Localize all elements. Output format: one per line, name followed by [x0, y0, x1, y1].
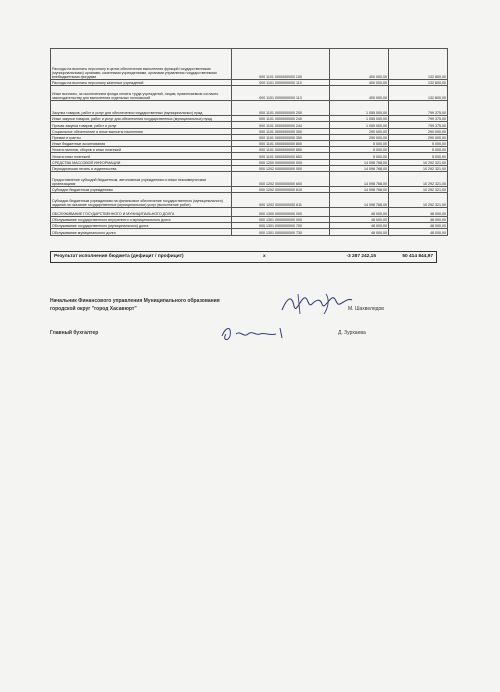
cell-fact: 5 000,00: [389, 147, 448, 153]
cell-name: Предоставление субсидий бюджетным, автономным учреждениям и иным некоммерческим организациям: [51, 171, 232, 186]
cell-name: Расходы на выплаты персоналу в целях обеспечения выполнения функций государственными (муниципальными) органами, казенными учреждениями, органами управления государственными внебюджетными фондами: [51, 49, 232, 80]
cell-name: Обслуживание государственного (муниципального) долга: [51, 223, 232, 229]
cell-name: Обслуживание государственного внутреннего и муниципального долга: [51, 217, 232, 223]
budget-expenses-table: [50, 48, 448, 236]
cell-code: 000 1301 0000000000 700: [232, 223, 330, 229]
table-row: [51, 171, 448, 186]
result-label: Результат исполнения бюджета (дефицит / профицит): [54, 254, 184, 259]
cell-code: 000 1101 0000000000 853: [232, 153, 330, 159]
cell-plan: 5 000,00: [330, 153, 389, 159]
table-row: [51, 229, 448, 235]
cell-code: 000 1301 0000000000 730: [232, 229, 330, 235]
cell-code: 000 1202 0000000000 000: [232, 165, 330, 171]
cell-code: 000 1202 0000000000 611: [232, 193, 330, 208]
cell-plan: 14 098 768,00: [330, 193, 389, 208]
cell-fact: 48 000,00: [389, 223, 448, 229]
cell-code: 000 1101 0000000000 800: [232, 140, 330, 146]
cell-fact: 10 292 321,00: [389, 165, 448, 171]
cell-name: Субсидии бюджетным учреждениям на финансовое обеспечение государственного (муниципального) задания на оказание государственных (муниципальных) услуг (выполнение работ): [51, 193, 232, 208]
cell-plan: 290 000,00: [330, 134, 389, 140]
cell-fact: 10 292 321,00: [389, 193, 448, 208]
cell-plan: 400 000,00: [330, 49, 389, 80]
cell-fact: 132 800,00: [389, 80, 448, 86]
cell-name: Субсидии бюджетным учреждениям: [51, 186, 232, 192]
cell-plan: 14 098 768,00: [330, 171, 389, 186]
cell-name: Иные закупки товаров, работ и услуг для обеспечения государственных (муниципальных) нужд: [51, 116, 232, 122]
cell-plan: 48 000,00: [330, 217, 389, 223]
cell-name: Иные выплаты, за исключением фонда оплаты труда учреждений, лицам, привлекаемым согласно законодательству для выполнения отдельных полномочий: [51, 86, 232, 101]
cell-plan: 290 000,00: [330, 128, 389, 134]
cell-code: 000 1101 0000000000 244: [232, 122, 330, 128]
accountant-title: Главный бухгалтер: [50, 330, 99, 336]
cell-name: Уплата налогов, сборов и иных платежей: [51, 147, 232, 153]
cell-code: 000 1101 0000000000 113: [232, 86, 330, 101]
cell-code: 000 1202 0000000000 610: [232, 186, 330, 192]
cell-fact: 132 800,00: [389, 49, 448, 80]
cell-code: 000 1101 0000000000 350: [232, 134, 330, 140]
cell-name: Расходы на выплаты персоналу казенных учреждений: [51, 80, 232, 86]
cell-code: 000 1101 0000000000 240: [232, 116, 330, 122]
accountant-signature: [218, 322, 296, 344]
cell-plan: 1 055 000,00: [330, 116, 389, 122]
cell-code: 000 1202 0000000000 600: [232, 171, 330, 186]
cell-fact: 132 800,00: [389, 86, 448, 101]
cell-code: 000 1101 0000000000 100: [232, 49, 330, 80]
cell-plan: 1 055 000,00: [330, 101, 389, 116]
cell-code: 000 1301 0000000000 000: [232, 217, 330, 223]
cell-fact: 10 292 321,00: [389, 171, 448, 186]
cell-plan: 14 098 768,00: [330, 159, 389, 165]
cell-plan: 48 000,00: [330, 229, 389, 235]
cell-fact: 10 292 321,00: [389, 186, 448, 192]
cell-name: Уплата иных платежей: [51, 153, 232, 159]
cell-fact: 799 375,00: [389, 122, 448, 128]
cell-code: 000 1101 0000000000 300: [232, 128, 330, 134]
cell-fact: 799 375,00: [389, 116, 448, 122]
cell-plan: 5 000,00: [330, 147, 389, 153]
cell-code: 000 1101 0000000000 110: [232, 80, 330, 86]
budget-result-row: [50, 251, 437, 263]
head-name: М. Шахвеледов: [348, 306, 384, 312]
cell-fact: 48 000,00: [389, 217, 448, 223]
cell-name: Закупка товаров, работ и услуг для обеспечения государственных (муниципальных) нужд: [51, 101, 232, 116]
cell-code: 000 1200 0000000000 000: [232, 159, 330, 165]
head-title-line-2: городской округ "город Хасавюрт": [50, 306, 137, 312]
result-fact-value: 50 414 844,97: [402, 254, 433, 259]
cell-name: Социальное обеспечение и иные выплаты населению: [51, 128, 232, 134]
cell-name: ОБСЛУЖИВАНИЕ ГОСУДАРСТВЕННОГО И МУНИЦИПАЛЬНОГО ДОЛГА: [51, 208, 232, 217]
cell-fact: 10 292 321,00: [389, 159, 448, 165]
cell-plan: 48 000,00: [330, 208, 389, 217]
cell-plan: 400 000,00: [330, 80, 389, 86]
head-title-line-1: Начальник Финансового управления Муниципального образования: [50, 298, 220, 304]
table-row: [51, 49, 448, 80]
head-signature: [278, 290, 356, 318]
cell-fact: 48 000,00: [389, 208, 448, 217]
cell-fact: 290 000,00: [389, 134, 448, 140]
cell-plan: 1 055 000,00: [330, 122, 389, 128]
table-row: [51, 86, 448, 101]
cell-name: Периодическая печать и издательства: [51, 165, 232, 171]
cell-code: 000 1300 0000000000 000: [232, 208, 330, 217]
cell-code: 000 1101 0000000000 850: [232, 147, 330, 153]
cell-fact: 48 000,00: [389, 229, 448, 235]
cell-plan: 48 000,00: [330, 223, 389, 229]
cell-plan: 14 098 768,00: [330, 186, 389, 192]
table-row: [51, 208, 448, 217]
result-dash: x: [263, 254, 266, 259]
cell-plan: 400 000,00: [330, 86, 389, 101]
table-row: [51, 193, 448, 208]
cell-fact: 799 375,00: [389, 101, 448, 116]
cell-plan: 5 000,00: [330, 140, 389, 146]
table-row: [51, 101, 448, 116]
cell-fact: 5 000,00: [389, 153, 448, 159]
cell-name: Премии и гранты: [51, 134, 232, 140]
accountant-name: Д. Зурхаева: [338, 330, 366, 336]
result-plan-value: -3 287 242,15: [346, 254, 376, 259]
cell-name: Иные бюджетные ассигнования: [51, 140, 232, 146]
cell-plan: 14 098 768,00: [330, 165, 389, 171]
cell-fact: 5 000,00: [389, 140, 448, 146]
cell-name: СРЕДСТВА МАССОВОЙ ИНФОРМАЦИИ: [51, 159, 232, 165]
cell-name: Прочая закупка товаров, работ и услуг: [51, 122, 232, 128]
cell-code: 000 1101 0000000000 200: [232, 101, 330, 116]
cell-name: Обслуживание муниципального долга: [51, 229, 232, 235]
cell-fact: 290 000,00: [389, 128, 448, 134]
